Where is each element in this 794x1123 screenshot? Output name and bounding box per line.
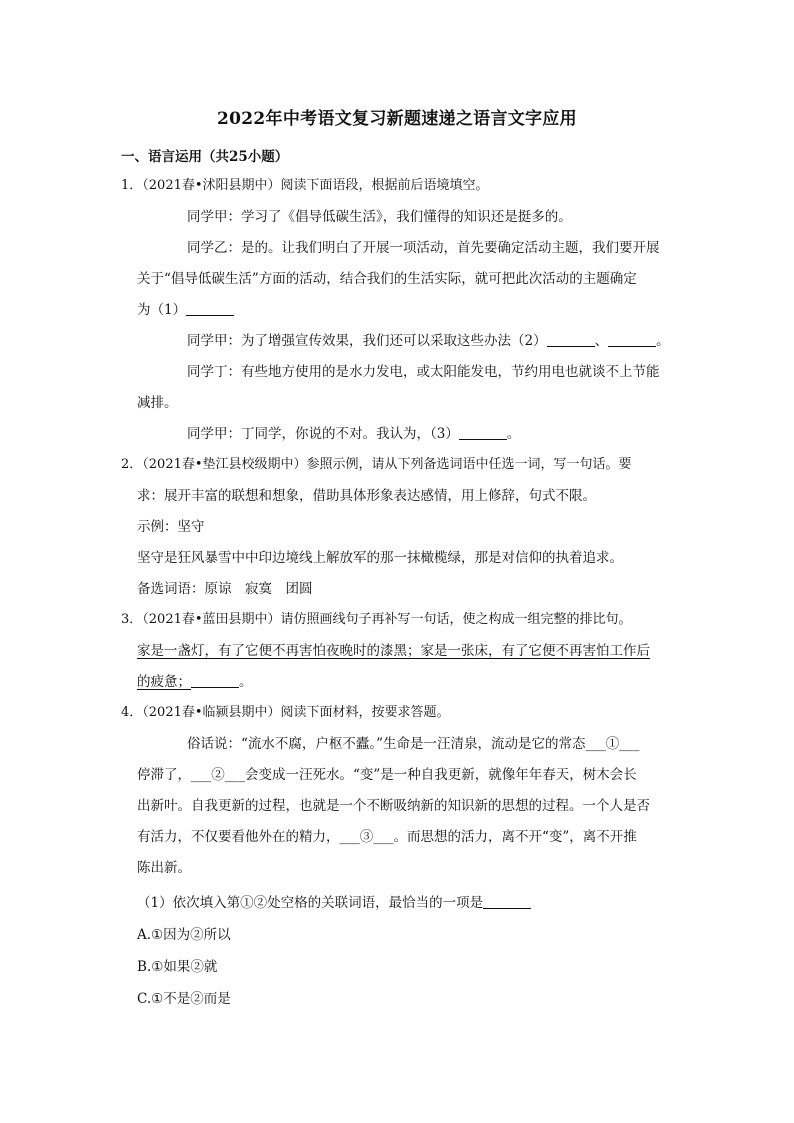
q4-passage-line-4: 有活力，不仅要看他外在的精力，___③___。而思想的活力，离不开“变”，离不开推 [137, 829, 637, 845]
q2-head: 2．（2021春•垫江县校级期中）参照示例，请从下列备选词语中任选一词，写一句话。要 [121, 457, 632, 472]
q1-line-5-end: 。 [656, 333, 670, 349]
q4-option-a: A.①因为②所以 [137, 927, 231, 943]
q4-passage-line-5: 陈出新。 [137, 860, 191, 876]
q1-line-5-sep: 、 [594, 333, 609, 349]
q2-word-options: 备选词语：原谅 寂寞 团圆 [137, 581, 313, 597]
answer-blank-q3[interactable] [191, 673, 239, 688]
q1-line-5-text: 同学甲：为了增强宣传效果，我们还可以采取这些办法（2） [187, 333, 547, 349]
q2-example-sentence: 坚守是狂风暴雪中中印边境线上解放军的那一抹橄榄绿，那是对信仰的执着追求。 [137, 550, 623, 566]
q1-line-8-end: 。 [506, 426, 521, 442]
q4-head: 4．（2021春•临颍县期中）阅读下面材料，按要求答题。 [121, 705, 450, 720]
q2-line-2: 求：展开丰富的联想和想象，借助具体形象表达感情，用上修辞，句式不限。 [137, 488, 596, 504]
q4-subquestion-1 [137, 893, 531, 913]
q1-line-1: 同学甲：学习了《倡导低碳生活》，我们懂得的知识还是挺多的。 [187, 209, 572, 225]
q2-example-label: 示例：坚守 [137, 519, 205, 535]
q1-head: 1．（2021春•沭阳县期中）阅读下面语段，根据前后语境填空。 [121, 178, 489, 193]
q1-line-8 [187, 424, 520, 444]
answer-blank-q4[interactable] [483, 894, 531, 909]
q1-line-6: 同学丁：有些地方使用的是水力发电，或太阳能发电，节约用电也就谈不上节能 [187, 364, 660, 380]
q3-head: 3．（2021春•蓝田县期中）请仿照画线句子再补写一句话，使之构成一组完整的排比句。 [121, 612, 632, 627]
q4-passage-line-1: 俗话说：“流水不腐，户枢不蠹。”生命是一汪清泉，流动是它的常态___①___ [187, 736, 640, 752]
answer-blank-1[interactable] [186, 301, 234, 316]
q3-underlined-end: 的疲惫； [137, 674, 191, 690]
q4-option-c: C.①不是②而是 [137, 991, 231, 1007]
q1-line-2: 同学乙：是的。让我们明白了开展一项活动，首先要确定活动主题，我们要开展 [187, 240, 660, 256]
q1-line-8-text: 同学甲：丁同学，你说的不对。我认为，（3） [187, 426, 459, 442]
q4-option-b: B.①如果②就 [137, 959, 218, 975]
q4-subquestion-1-text: （1）依次填入第①②处空格的关联词语，最恰当的一项是 [137, 895, 484, 911]
q1-line-7: 减排。 [137, 395, 178, 411]
q3-line-3-end: 。 [239, 674, 253, 690]
q1-line-4 [137, 300, 234, 320]
q4-passage-line-2: 停滞了，___②___会变成一汪死水。“变”是一种自我更新，就像年年春天，树木会长 [137, 767, 637, 783]
q1-line-5 [187, 331, 670, 351]
q1-line-3: 关于“倡导低碳生活”方面的活动，结合我们的生活实际，就可把此次活动的主题确定 [137, 271, 637, 287]
answer-blank-3[interactable] [459, 425, 507, 440]
answer-blank-2b[interactable] [608, 332, 656, 347]
section-heading: 一、语言运用（共25小题） [121, 149, 289, 165]
q1-line-4-text: 为（1） [137, 302, 187, 318]
q3-underlined-sentence: 家是一盏灯，有了它便不再害怕夜晚时的漆黑；家是一张床，有了它便不再害怕工作后 [137, 643, 650, 659]
answer-blank-2a[interactable] [547, 332, 595, 347]
q4-passage-line-3: 出新叶。自我更新的过程，也就是一个不断吸纳新的知识新的思想的过程。一个人是否 [137, 798, 650, 814]
q3-line-3 [137, 672, 253, 692]
document-title: 2022年中考语文复习新题速递之语言文字应用 [217, 109, 577, 129]
